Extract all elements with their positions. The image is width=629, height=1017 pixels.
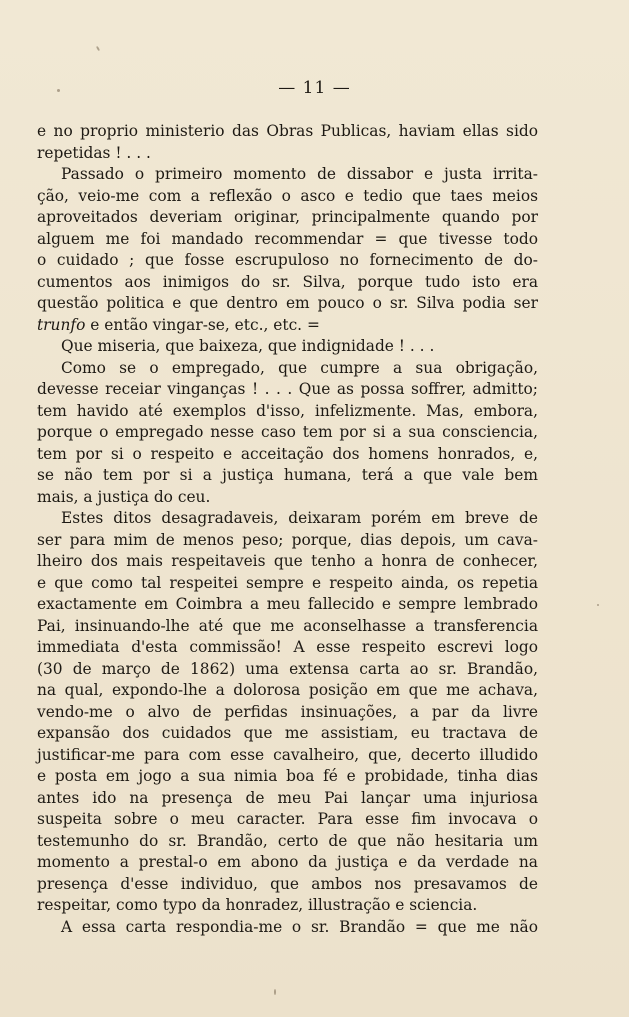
text-line: lheiro dos mais respeitaveis que tenho a honra de conhecer, [37,552,538,570]
text-line: ser para mim de menos peso; porque, dias depois, um cava- [37,530,538,549]
text-line: tem havido até exemplos d'isso, infelizmente. Mas, embora, [37,401,538,420]
text-line: Pai, insinuando-lhe até que me aconselhasse a transferencia [37,616,538,635]
text-line: momento a prestal-o em abono da justiça e da verdade na [37,853,538,871]
text-line: justificar-me para com esse cavalheiro, que, decerto illudido [37,745,538,764]
text-line: A essa carta respondia-me o sr. Brandão = que me não [61,917,538,936]
paper-speck [57,89,60,92]
text-line: Estes ditos desagradaveis, deixaram porém em breve de [61,509,538,527]
text-line: expansão dos cuidados que me assistiam, eu tractava de [37,724,538,742]
text-line: testemunho do sr. Brandão, certo de que não hesitaria um [37,831,538,850]
text-line [37,315,538,337]
text-line: questão politica e que dentro em pouco o sr. Silva podia ser [37,294,538,312]
paper-speck [274,989,276,995]
text-line: e no proprio ministerio das Obras Publicas, haviam ellas sido [37,122,538,140]
text-line: e posta em jogo a sua nimia boa fé e probidade, tinha dias [37,767,538,785]
text-line: repetidas ! . . . [37,143,151,162]
text-line: mais, a justiça do ceu. [37,487,211,506]
paper-speck [597,604,599,606]
page-number: — 11 — [278,78,351,98]
text-line: suspeita sobre o meu caracter. Para esse fim invocava o [37,810,538,828]
text-line: se não tem por si a justiça humana, terá a que vale bem [37,466,538,484]
text-line: ção, veio-me com a reflexão o asco e tedio que taes meios [37,186,538,205]
text-line: devesse receiar vinganças ! . . . Que as possa soffrer, admitto; [37,380,538,398]
text-line: (30 de março de 1862) uma extensa carta ao sr. Brandão, [37,659,538,678]
text-line: cumentos aos inimigos do sr. Silva, porque tudo isto era [37,272,538,291]
text-line: antes ido na presença de meu Pai lançar uma injuriosa [37,788,538,807]
text-line: porque o empregado nesse caso tem por si a sua consciencia, [37,423,538,441]
text-line: Como se o empregado, que cumpre a sua obrigação, [61,358,538,377]
text-line: respeitar, como typo da honradez, illustração e sciencia. [37,896,478,914]
text-line: aproveitados deveriam originar, principalmente quando por [37,208,538,226]
paper-speck [96,46,100,51]
text-line: Passado o primeiro momento de dissabor e justa irrita- [61,165,538,183]
body-text [37,121,538,938]
italic-word: trunfo [37,315,86,334]
text-line: alguem me foi mandado recommendar = que tivesse todo [37,229,538,248]
text-line: tem por si o respeito e acceitação dos homens honrados, e, [37,444,538,463]
text-line: na qual, expondo-lhe a dolorosa posição em que me achava, [37,681,538,699]
text-line: immediata d'esta commissão! A esse respeito escrevi logo [37,638,538,656]
line-rest: e então vingar-se, etc., etc. = [85,315,320,334]
text-line: o cuidado ; que fosse escrupuloso no fornecimento de do- [37,251,538,269]
text-line: vendo-me o alvo de perfidas insinuações, a par da livre [37,702,538,721]
text-line: exactamente em Coimbra a meu fallecido e sempre lembrado [37,595,538,613]
text-line: e que como tal respeitei sempre e respeito ainda, os repetia [37,573,538,592]
text-line: Que miseria, que baixeza, que indignidade ! . . . [61,337,435,355]
text-line: presença d'esse individuo, que ambos nos presavamos de [37,874,538,893]
